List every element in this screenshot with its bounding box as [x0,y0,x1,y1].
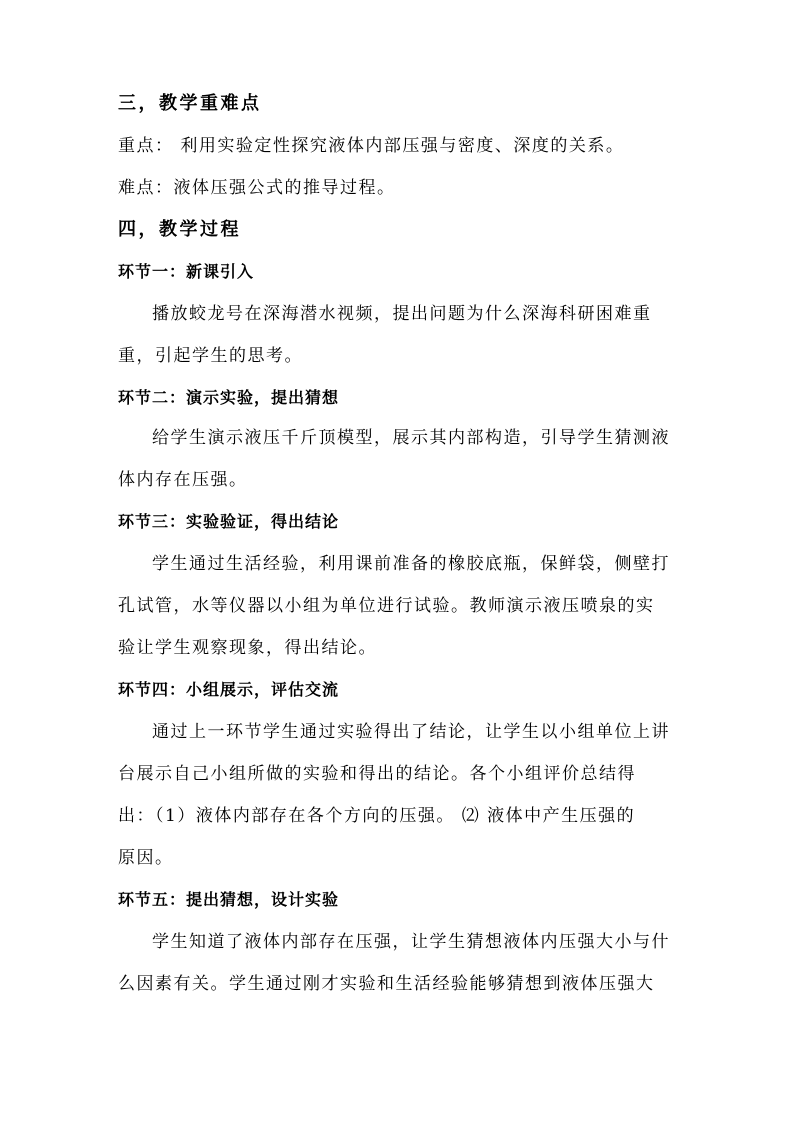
paragraph-line: 体内存在压强。 [118,470,248,490]
subsection-heading: 环节五：提出猜想，设计实验 [118,890,340,909]
paragraph-line: 孔试管，水等仪器以小组为单位进行试验。教师演示液压喷泉的实 [118,596,655,616]
subsection-heading: 环节四：小组展示，评估交流 [118,680,340,699]
paragraph-line: 出：（1）液体内部存在各个方向的压强。 ⑵ 液体中产生压强的 [118,806,636,826]
subsection-heading: 环节三：实验验证，得出结论 [118,512,340,531]
paragraph-line: 重点： 利用实验定性探究液体内部压强与密度、深度的关系。 [118,136,625,156]
paragraph-line: 学生知道了液体内部存在压强，让学生猜想液体内压强大小与什 [152,932,670,952]
subsection-heading: 环节二：演示实验，提出猜想 [118,388,340,407]
paragraph-line: 验让学生观察现象，得出结论。 [118,638,377,658]
paragraph-line: 学生通过生活经验，利用课前准备的橡胶底瓶，保鲜袋，侧壁打 [152,554,670,574]
paragraph-line: 重，引起学生的思考。 [118,346,303,366]
paragraph-line: 通过上一环节学生通过实验得出了结论，让学生以小组单位上讲 [152,722,670,742]
paragraph-line: 么因素有关。学生通过刚才实验和生活经验能够猜想到液体压强大 [118,974,655,994]
section-heading: 四，教学过程 [118,219,241,240]
paragraph-line: 给学生演示液压千斤顶模型，展示其内部构造，引导学生猜测液 [152,428,670,448]
subsection-heading: 环节一：新课引入 [118,262,255,281]
paragraph-line: 台展示自己小组所做的实验和得出的结论。各个小组评价总结得 [118,764,636,784]
section-heading: 三，教学重难点 [118,93,262,114]
paragraph-line: 原因。 [118,848,174,868]
paragraph-line: 难点：液体压强公式的推导过程。 [118,178,396,198]
paragraph-line: 播放蛟龙号在深海潜水视频，提出问题为什么深海科研困难重 [152,304,652,324]
